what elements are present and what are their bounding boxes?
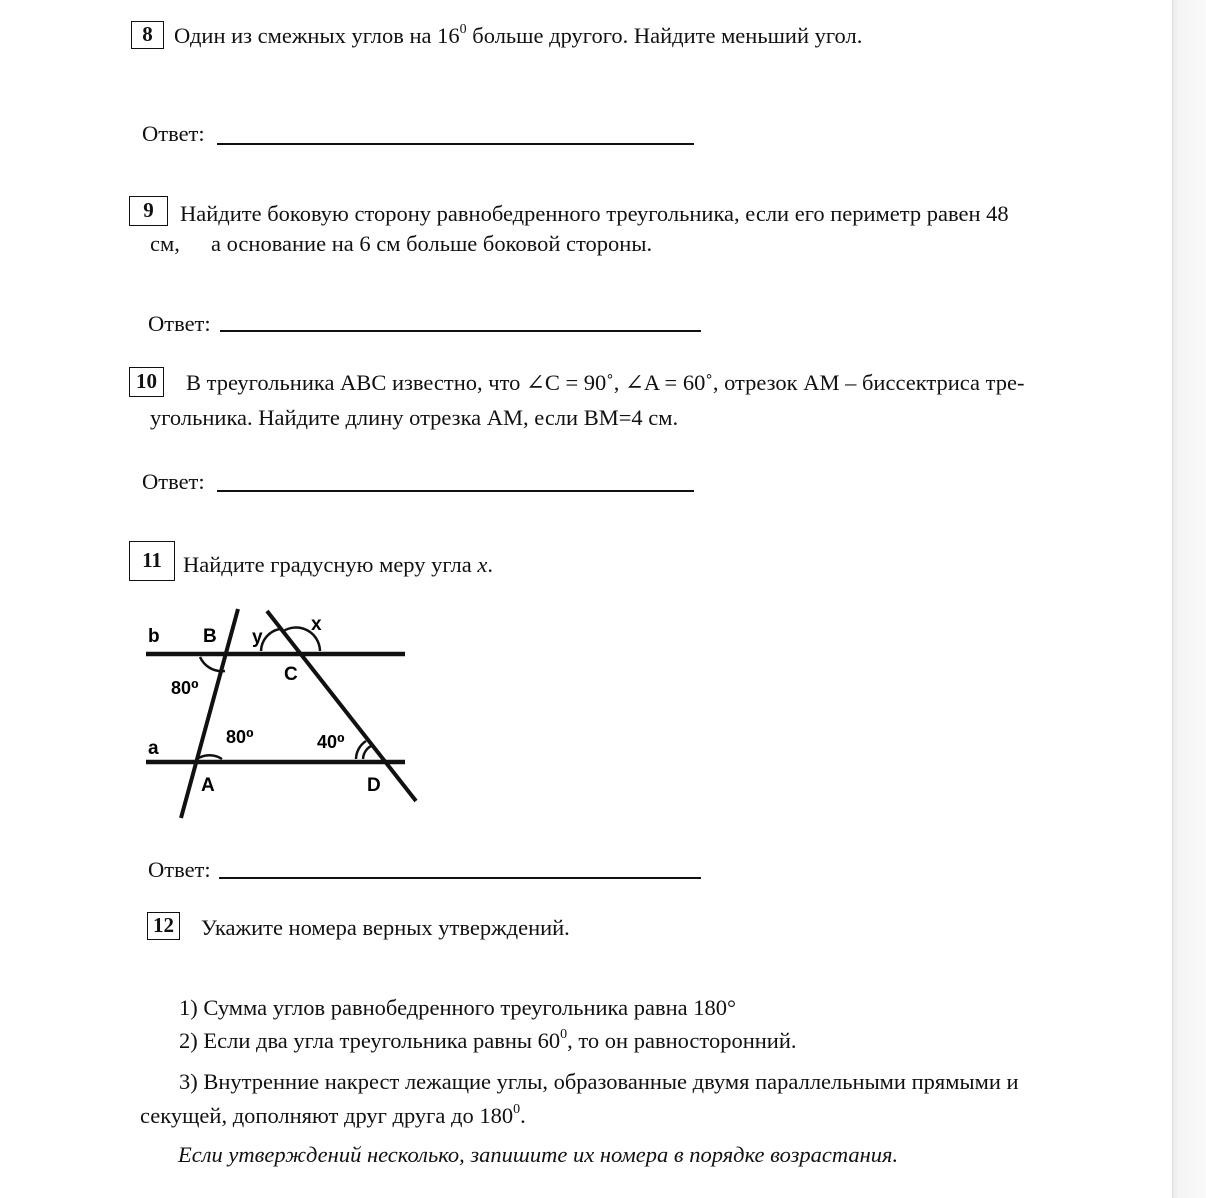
label-point-D: D	[367, 775, 381, 796]
arc-angle-A	[197, 755, 222, 759]
q12-number: 12	[153, 913, 174, 937]
q12-item2-part2: , то он равносторонний.	[567, 1028, 797, 1053]
label-angle-A: 80⁰	[226, 727, 254, 747]
label-angle-D: 40⁰	[317, 732, 345, 752]
q12-item3-part1: секущей, дополняют друг друга до 180	[140, 1103, 514, 1128]
q11-answer-label: Ответ:	[148, 857, 211, 882]
label-angle-x: x	[311, 614, 322, 635]
q12-item3-line1: 3) Внутренние накрест лежащие углы, образованные двумя параллельными прямыми и	[179, 1069, 1019, 1094]
q9-line2-b: а основание на 6 см больше боковой стороны.	[211, 231, 653, 256]
label-point-A: A	[201, 775, 215, 796]
secant-cd	[267, 611, 416, 801]
q8-text-part1: Один из смежных углов на 16	[174, 23, 460, 48]
q8-text-part2: больше другого. Найдите меньший угол.	[466, 23, 863, 48]
q11-text-end: .	[487, 552, 493, 577]
q10-answer-label: Ответ:	[142, 469, 205, 494]
arc-angle-y	[261, 629, 280, 651]
label-angle-B: 80⁰	[171, 678, 199, 698]
q8-number: 8	[142, 22, 153, 46]
q12-text: Укажите номера верных утверждений.	[201, 915, 570, 940]
q9-answer-label: Ответ:	[148, 311, 211, 336]
q8-degree-sup: 0	[459, 21, 467, 37]
label-point-C: C	[284, 664, 298, 685]
q12-note: Если утверждений несколько, запишите их номера в порядке возрастания.	[178, 1142, 899, 1167]
q9-line2-a: см,	[150, 231, 180, 256]
q12-number-box	[147, 912, 180, 940]
arc-angle-D-2	[363, 746, 371, 759]
q11-answer-field[interactable]	[219, 877, 701, 879]
q12-item2	[179, 1027, 797, 1055]
q12-item2-sup: 0	[560, 1026, 568, 1042]
q12-item2-part1: 2) Если два угла треугольника равны 60	[179, 1028, 561, 1053]
label-line-b: b	[148, 626, 160, 647]
q11-variable-x: x	[477, 552, 488, 577]
q10-line2: угольника. Найдите длину отрезка AM, если BM=4 см.	[150, 405, 679, 430]
label-line-a: a	[148, 738, 159, 759]
q9-line1: Найдите боковую сторону равнобедренного треугольника, если его периметр равен 48	[180, 201, 1009, 226]
q10-line1: В треугольника ABC известно, что ∠C = 90˚, ∠A = 60˚, отрезок AM – биссектриса тре-	[186, 370, 1025, 395]
q12-item3-part2: .	[520, 1103, 526, 1128]
label-angle-y: y	[252, 627, 263, 648]
q8-answer-label: Ответ:	[142, 121, 205, 146]
q12-item1: 1) Сумма углов равнобедренного треугольника равна 180°	[179, 995, 737, 1020]
q10-number: 10	[136, 369, 157, 393]
label-point-B: B	[203, 626, 217, 647]
q11-text-main: Найдите градусную меру угла	[183, 552, 478, 577]
q12-item3-sup: 0	[513, 1101, 521, 1117]
q9-number: 9	[143, 198, 154, 222]
q11-number: 11	[142, 548, 162, 572]
q12-item3-line2	[140, 1102, 526, 1130]
